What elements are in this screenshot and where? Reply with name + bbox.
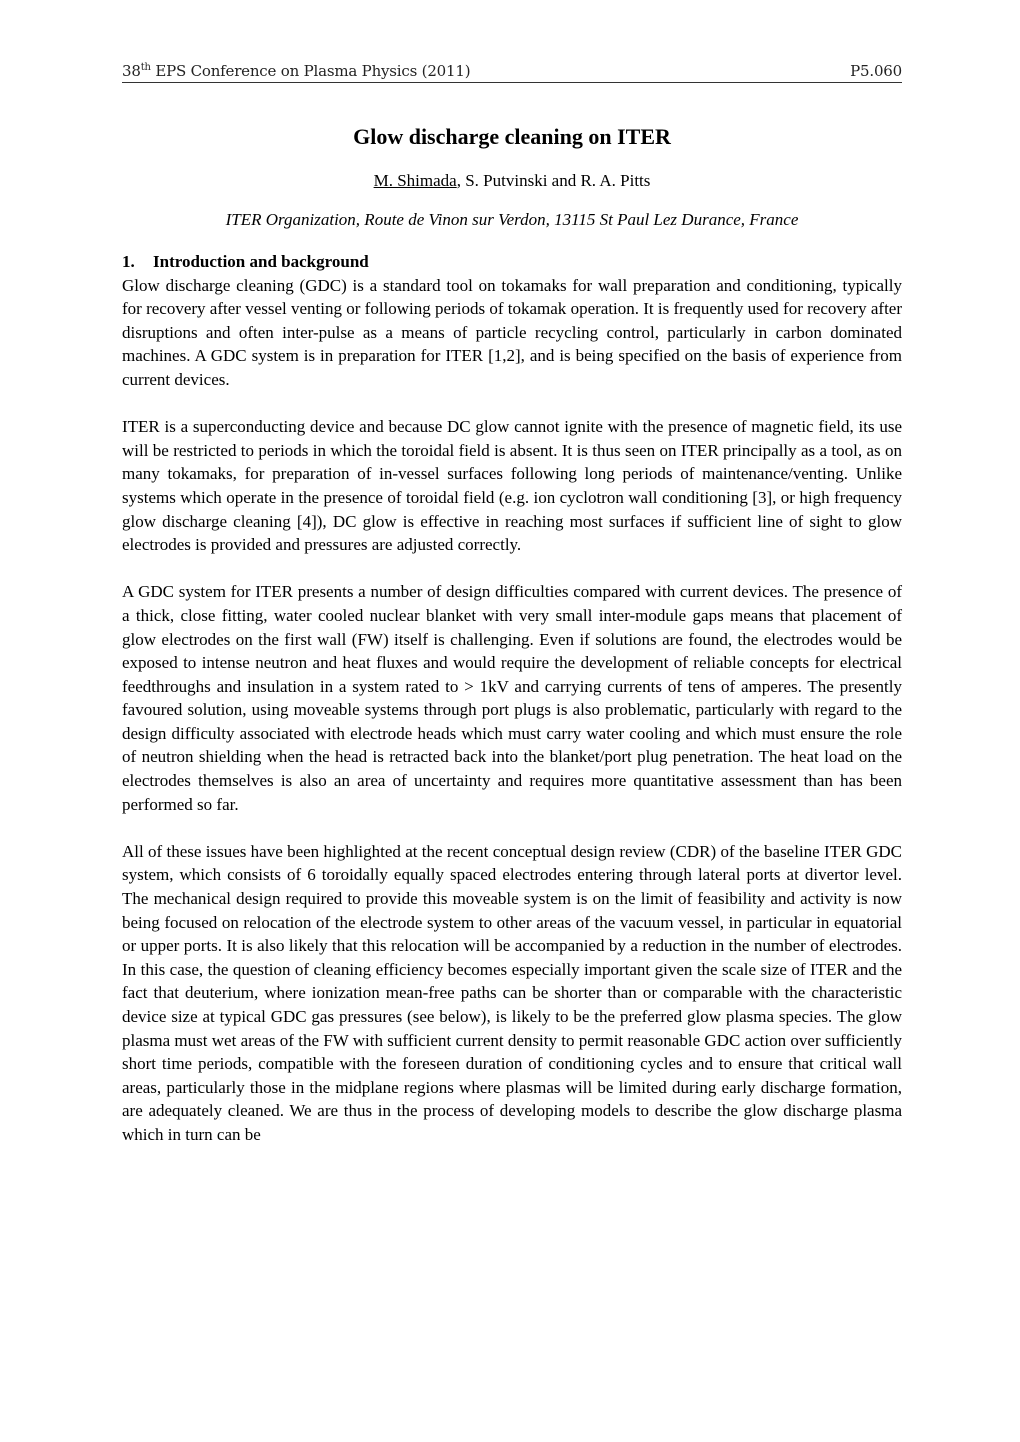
paragraph: All of these issues have been highlighted at the recent conceptual design review (CDR) of the baseline ITER GDC system, which consists of 6 toroidally equally spaced electrodes entering through lateral ports at divertor level. The mechanical design required to provide this moveable system is on the limit of feasibility and activity is now being focused on relocation of the electrode system to other areas of the vacuum vessel, in particular in equatorial or upper ports. It is also likely that this relocation will be accompanied by a reduction in the number of electrodes. In this case, the question of cleaning efficiency becomes especially important given the scale size of ITER and the fact that deuterium, where ionization mean-free paths can be shorter than or comparable with the characteristic device size at typical GDC gas pressures (see below), is likely to be the preferred glow plasma species. The glow plasma must wet areas of the FW with sufficient current density to permit reasonable GDC action over sufficiently short time periods, compatible with the foreseen duration of conditioning cycles and to ensure that critical wall areas, particularly those in the midplane regions where plasmas will be limited during early discharge formation, are adequately cleaned. We are thus in the process of developing models to describe the glow discharge plasma which in turn can be xyxy=(122,841,902,1144)
section-heading xyxy=(122,250,902,274)
paragraph: Glow discharge cleaning (GDC) is a standard tool on tokamaks for wall preparation and conditioning, typically for recovery after vessel venting or following periods of tokamak operation. It is frequently used for recovery after disruptions and often inter-pulse as a means of particle recycling control, particularly in carbon dominated machines. A GDC system is in preparation for ITER [1,2], and is being specified on the basis of experience from current devices. xyxy=(122,275,902,389)
co-authors: , S. Putvinski and R. A. Pitts xyxy=(456,171,651,190)
affiliation: ITER Organization, Route de Vinon sur Verdon, 13115 St Paul Lez Durance, France xyxy=(225,210,799,229)
conference-name: 38th EPS Conference on Plasma Physics (2011) xyxy=(122,62,471,80)
section-number: 1. xyxy=(122,252,135,271)
presenting-author: M. Shimada xyxy=(373,171,457,190)
paragraph: A GDC system for ITER presents a number of design difficulties compared with current devices. The presence of a thick, close fitting, water cooled nuclear blanket with very small inter-module gaps means that placement of glow electrodes on the first wall (FW) itself is challenging. Even if solutions are found, the electrodes would be exposed to intense neutron and heat fluxes and would require the development of reliable concepts for electrical feedthroughs and insulation in a system rated to > 1kV and carrying currents of tens of amperes. The presently favoured solution, using moveable systems through port plugs is also problematic, particularly with regard to the design difficulty associated with electrode heads which must carry water cooling and which must ensure the role of neutron shielding when the head is retracted back into the blanket/port plug penetration. The heat load on the electrodes themselves is also an area of uncertainty and requires more quantitative assessment than has been performed so far. xyxy=(122,582,902,814)
paragraph: ITER is a superconducting device and because DC glow cannot ignite with the presence of magnetic field, its use will be restricted to periods in which the toroidal field is absent. It is thus seen on ITER principally as a tool, as on many tokamaks, for preparation of in-vessel surfaces following long periods of maintenance/venting. Unlike systems which operate in the presence of toroidal field (e.g. ion cyclotron wall conditioning [3], or high frequency glow discharge cleaning [4]), DC glow is effective in reaching most surfaces if sufficient line of sight to glow electrodes is provided and pressures are adjusted correctly. xyxy=(122,417,902,555)
paper-id: P5.060 xyxy=(850,62,902,80)
running-header xyxy=(122,62,902,83)
paper-title: Glow discharge cleaning on ITER xyxy=(353,124,671,149)
author-list xyxy=(122,171,902,191)
section-introduction xyxy=(122,250,902,1170)
section-title: Introduction and background xyxy=(153,252,369,271)
